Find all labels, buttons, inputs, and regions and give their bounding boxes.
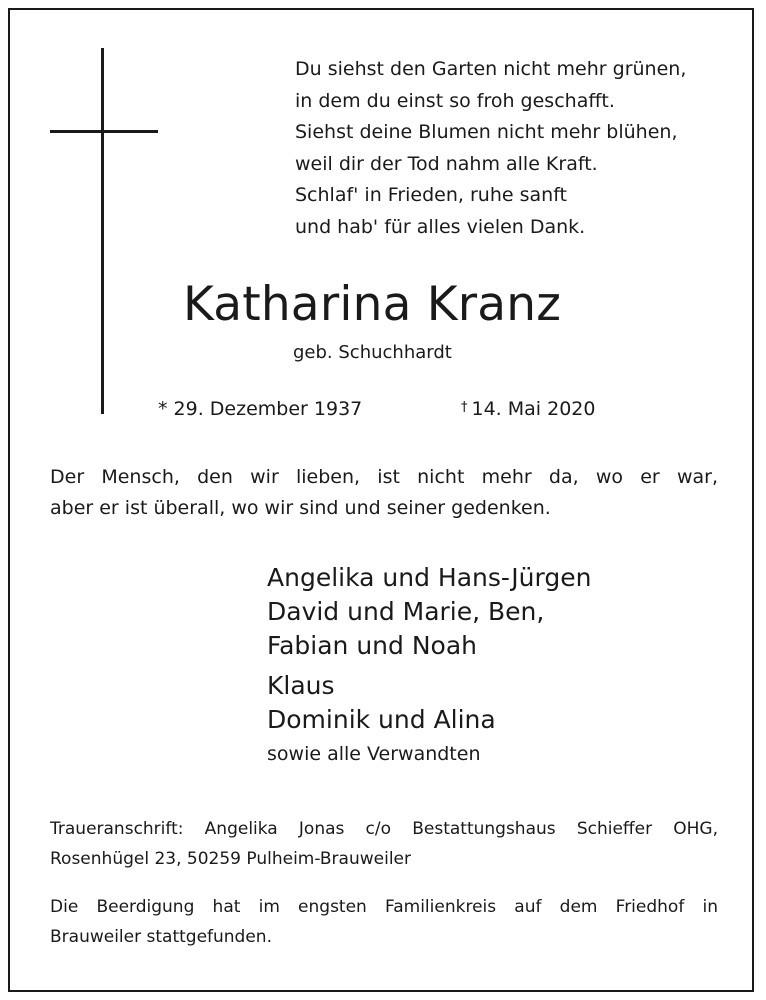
poem-line: Siehst deine Blumen nicht mehr blühen, <box>295 121 678 143</box>
poem-line: Schlaf' in Frieden, ruhe sanft <box>295 184 567 206</box>
mourner-line: Angelika und Hans-Jürgen <box>267 563 592 592</box>
poem-line: weil dir der Tod nahm alle Kraft. <box>295 152 598 175</box>
mourner-group-2 <box>267 669 591 737</box>
cross-vertical-bar <box>101 48 104 414</box>
quote-line: Der Mensch, den wir lieben, ist nicht mehr da, wo er war, <box>50 466 718 488</box>
mourner-line: Klaus <box>267 671 335 700</box>
mourner-line: Fabian und Noah <box>267 631 477 660</box>
burial-line: Brauweiler stattgefunden. <box>50 927 272 947</box>
death-date-line <box>461 396 595 425</box>
dagger-icon: † <box>461 400 468 415</box>
poem-line: Du siehst den Garten nicht mehr grünen, <box>295 58 687 80</box>
maiden-name: geb. Schuchhardt <box>293 342 452 363</box>
memorial-quote <box>50 462 718 524</box>
mourner-line: David und Marie, Ben, <box>267 597 545 626</box>
poem <box>295 54 686 243</box>
deceased-name: Katharina Kranz <box>183 277 562 332</box>
quote-line: aber er ist überall, wo wir sind und seiner gedenken. <box>50 497 551 519</box>
death-date: 14. Mai 2020 <box>471 398 596 420</box>
burial-notice <box>50 892 718 952</box>
mourners <box>267 561 591 769</box>
mourner-line: Dominik und Alina <box>267 705 496 734</box>
poem-line: und hab' für alles vielen Dank. <box>295 215 586 238</box>
cross-horizontal-bar <box>50 130 158 133</box>
address-line: Rosenhügel 23, 50259 Pulheim-Brauweiler <box>50 849 411 869</box>
poem-line: in dem du einst so froh geschafft. <box>295 89 615 112</box>
birth-date: * 29. Dezember 1937 <box>158 398 363 420</box>
relatives-line: sowie alle Verwandten <box>267 743 481 765</box>
burial-line: Die Beerdigung hat im engsten Familienkreis auf dem Friedhof in <box>50 897 718 917</box>
mourning-address <box>50 814 718 874</box>
address-line: Traueranschrift: Angelika Jonas c/o Bestattungshaus Schieffer OHG, <box>50 819 718 839</box>
